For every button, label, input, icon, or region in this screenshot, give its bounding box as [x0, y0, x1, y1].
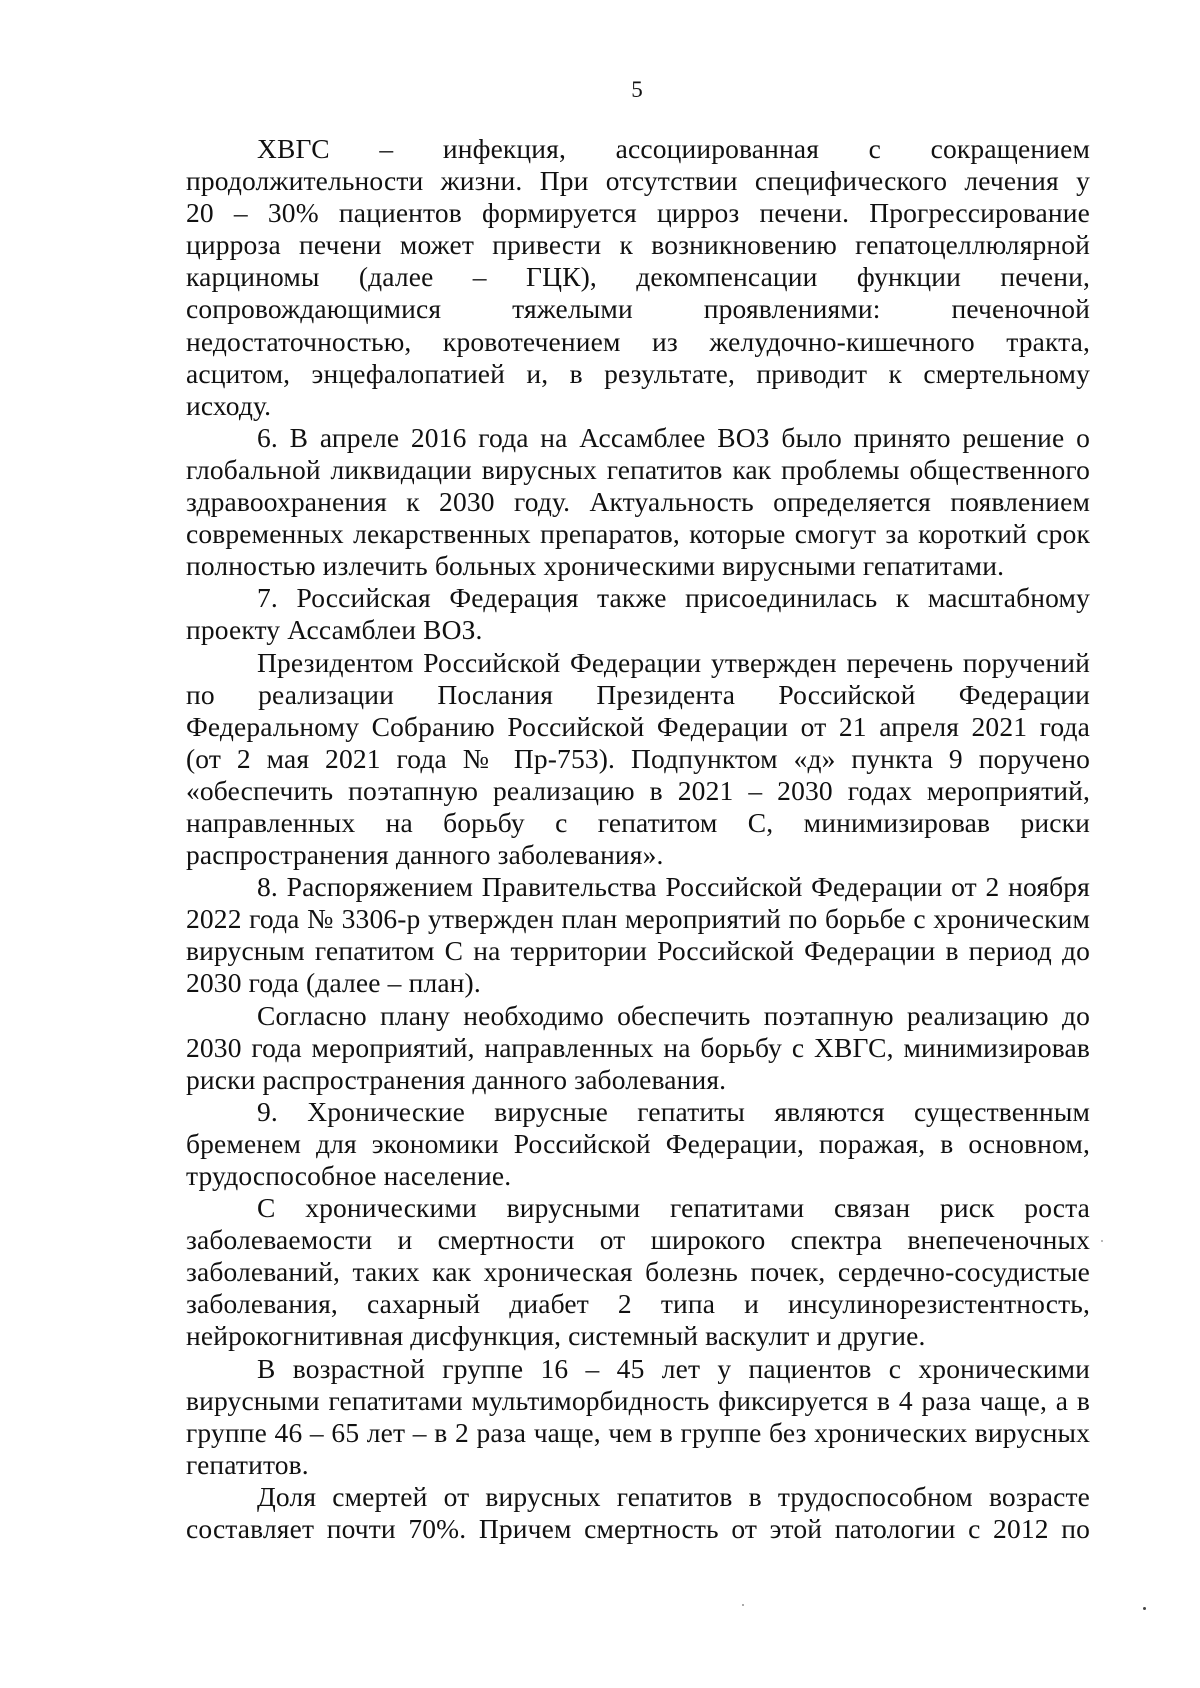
text-line: составляет почти 70%. Причем смертность от этой патологии с 2012 по: [186, 1513, 1090, 1545]
paragraph-plan-implementation: [186, 1000, 1090, 1096]
text-line: направленных на борьбу с гепатитом С, минимизировав риски: [186, 806, 1090, 838]
paragraph-extrahepatic-diseases: [186, 1192, 1090, 1352]
text-line: по реализации Послания Президента Российской Федерации: [186, 678, 1090, 710]
text-line: трудоспособное население.: [186, 1160, 512, 1191]
paragraph-hvgs-infection: [186, 133, 1090, 422]
text-line: продолжительности жизни. При отсутствии специфического лечения у: [186, 165, 1090, 197]
text-line: глобальной ликвидации вирусных гепатитов как проблемы общественного: [186, 453, 1090, 485]
text-line: 7. Российская Федерация также присоединилась к масштабному: [257, 582, 1090, 614]
paragraph-multimorbidity: [186, 1353, 1090, 1481]
text-line: заболеваний, таких как хроническая болезнь почек, сердечно-сосудистые: [186, 1256, 1090, 1288]
text-line: вирусными гепатитами мультиморбидность фиксируется в 4 раза чаще, а в: [186, 1384, 1090, 1416]
text-line: 9. Хронические вирусные гепатиты являются существенным: [257, 1095, 1090, 1127]
text-line: асцитом, энцефалопатией и, в результате, приводит к смертельному: [186, 357, 1090, 389]
text-line: недостаточностью, кровотечением из желудочно-кишечного тракта,: [186, 325, 1090, 357]
text-line: карциномы (далее – ГЦК), декомпенсации функции печени,: [186, 261, 1090, 293]
page-number: 5: [631, 77, 643, 102]
text-line: Доля смертей от вирусных гепатитов в трудоспособном возрасте: [257, 1480, 1090, 1512]
text-line: В возрастной группе 16 – 45 лет у пациентов с хроническими: [257, 1352, 1090, 1384]
text-line: риски распространения данного заболевания.: [186, 1063, 727, 1095]
text-line: Президентом Российской Федерации утвержден перечень поручений: [257, 646, 1090, 678]
text-line: группе 46 – 65 лет – в 2 раза чаще, чем в группе без хронических вирусных: [186, 1416, 1090, 1448]
text-line: распространения данного заболевания».: [186, 839, 664, 871]
text-line: бременем для экономики Российской Федерации, поражая, в основном,: [186, 1127, 1090, 1159]
text-line: 2030 года (далее – план).: [186, 967, 481, 999]
text-line: заболеваемости и смертности от широкого спектра внепеченочных: [186, 1224, 1090, 1256]
text-line: 20 – 30% пациентов формируется цирроз печени. Прогрессирование: [186, 197, 1090, 229]
text-line: сопровождающимися тяжелыми проявлениями: печеночной: [186, 293, 1090, 325]
text-line: ХВГС – инфекция, ассоциированная с сокращением: [257, 133, 1090, 164]
text-line: 2022 года № 3306-р утвержден план мероприятий по борьбе с хроническим: [186, 903, 1090, 935]
text-line: (от 2 мая 2021 года № Пр-753). Подпунктом «д» пункта 9 поручено: [186, 742, 1090, 774]
text-line: здравоохранения к 2030 году. Актуальность определяется появлением: [186, 486, 1090, 518]
text-line: 6. В апреле 2016 года на Ассамблее ВОЗ было принято решение о: [257, 421, 1090, 453]
text-line: заболевания, сахарный диабет 2 типа и инсулинорезистентность,: [186, 1288, 1090, 1320]
text-line: Согласно плану необходимо обеспечить поэтапную реализацию до: [257, 999, 1090, 1031]
scan-speck: [742, 1604, 744, 1606]
text-line: исходу.: [186, 389, 272, 421]
paragraph-mortality-share: [186, 1481, 1090, 1545]
text-line: 8. Распоряжением Правительства Российской Федерации от 2 ноября: [257, 871, 1090, 903]
paragraph-item-7: [186, 582, 1090, 646]
text-line: проекту Ассамблеи ВОЗ.: [186, 614, 483, 646]
scan-speck: [1101, 1240, 1103, 1242]
text-line: С хроническими вирусными гепатитами связан риск роста: [257, 1192, 1090, 1224]
paragraph-item-8: [186, 871, 1090, 999]
text-line: «обеспечить поэтапную реализацию в 2021 – 2030 годах мероприятий,: [186, 774, 1090, 806]
text-line: вирусным гепатитом С на территории Российской Федерации в период до: [186, 935, 1090, 967]
text-line: 2030 года мероприятий, направленных на борьбу с ХВГС, минимизировав: [186, 1031, 1090, 1063]
paragraph-item-6: [186, 422, 1090, 582]
text-line: современных лекарственных препаратов, которые смогут за короткий срок: [186, 518, 1090, 550]
text-line: нейрокогнитивная дисфункция, системный васкулит и другие.: [186, 1320, 926, 1352]
document-body: [186, 133, 1090, 1545]
text-line: полностью излечить больных хроническими вирусными гепатитами.: [186, 550, 1005, 582]
scan-speck: [1143, 1607, 1146, 1610]
text-line: гепатитов.: [186, 1448, 309, 1480]
text-line: цирроза печени может привести к возникновению гепатоцеллюлярной: [186, 229, 1090, 261]
text-line: Федеральному Собранию Российской Федерации от 21 апреля 2021 года: [186, 710, 1090, 742]
paragraph-president-instructions: [186, 647, 1090, 872]
paragraph-item-9: [186, 1096, 1090, 1192]
